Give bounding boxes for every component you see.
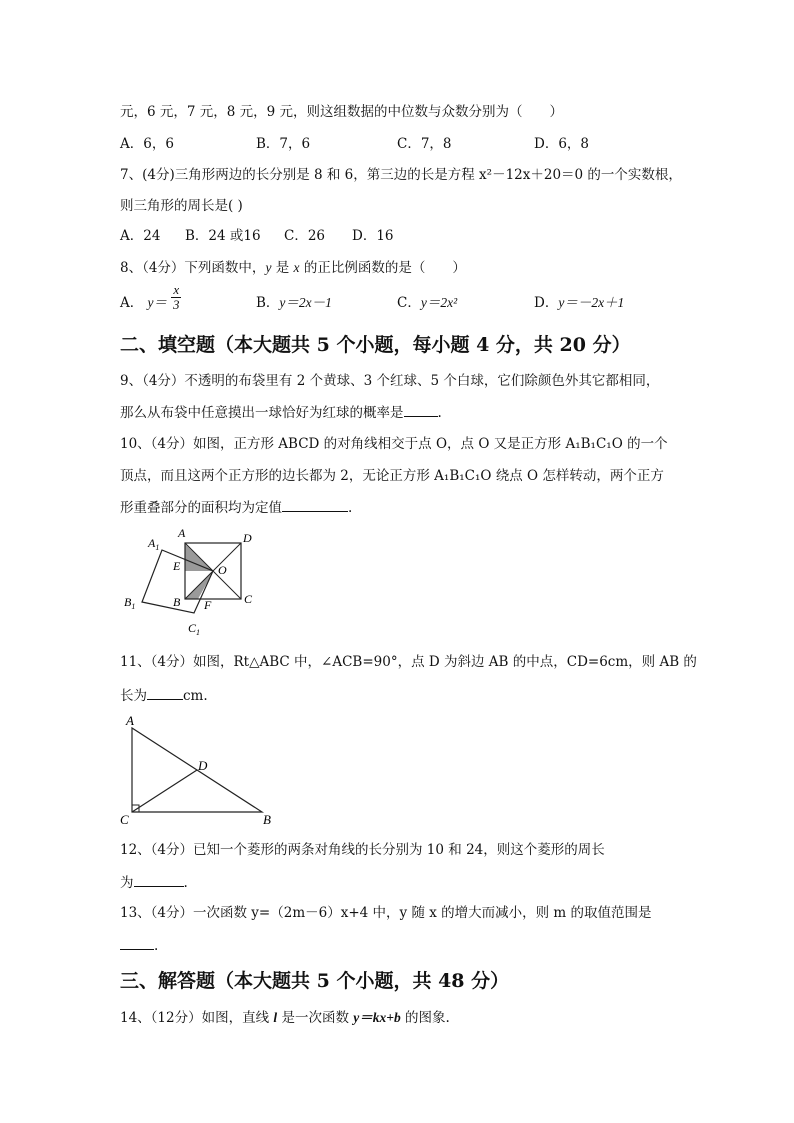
q7-line2: 则三角形的周长是( ): [120, 198, 243, 214]
q6-option-d: D．6，8: [534, 136, 590, 152]
q12-answer-blank[interactable]: [134, 872, 184, 887]
section2-heading: 二、填空题（本大题共 5 个小题，每小题 4 分，共 20 分）: [120, 334, 631, 356]
q8-option-c-expr: y＝2x²: [420, 295, 458, 310]
q8-option-d-label: D．: [534, 295, 559, 311]
q8-option-d-expr: y＝－2x＋1: [558, 295, 625, 310]
q7-option-c: C．26: [284, 228, 326, 244]
q9-line2-text: 那么从布袋中任意摸出一球恰好为红球的概率是: [120, 405, 404, 421]
q10-answer-blank[interactable]: [282, 497, 348, 512]
section3-heading: 三、解答题（本大题共 5 个小题，共 48 分）: [120, 970, 510, 992]
q11-segment-cd: [132, 770, 197, 812]
q14-suffix: 的图象.: [400, 1010, 450, 1026]
q10-label-f: F: [204, 598, 212, 612]
q12-line2-text: 为: [120, 875, 134, 891]
q10-figure: [118, 524, 268, 642]
q11-line2-end: cm.: [183, 688, 208, 704]
q10-label-a1: $A_1$: [148, 536, 160, 552]
q11-line2-text: 长为: [120, 688, 147, 704]
q11-figure: [116, 712, 286, 830]
q9-line2: [120, 402, 442, 423]
q13-line2: [120, 935, 158, 956]
q6-option-a: A．6，6: [120, 136, 174, 152]
q8-option-c: [397, 293, 457, 313]
q8-option-a-numerator: x: [173, 282, 180, 297]
q14-line: [120, 1008, 450, 1028]
q8-option-d: [534, 293, 624, 313]
q10-label-o: O: [218, 563, 227, 577]
q9-line2-end: .: [437, 405, 442, 421]
q14-prefix: 14、（12分）如图，直线: [120, 1010, 274, 1026]
q10-line3: [120, 497, 352, 518]
q10-label-c: C: [244, 592, 253, 606]
q14-expr: y＝kx+b: [353, 1010, 401, 1025]
q8-option-a-fraction: [171, 283, 181, 312]
q11-label-b: B: [263, 812, 271, 827]
q10-label-e: E: [173, 559, 181, 573]
q10-line1: 10、（4分）如图，正方形 ABCD 的对角线相交于点 O，点 O 又是正方形 A₁B₁C₁O 的一个: [120, 436, 668, 452]
q6-option-c: C．7，8: [397, 136, 452, 152]
q8-option-a-lhs: y＝: [147, 295, 168, 310]
q10-label-c1: $C_1$: [188, 621, 201, 637]
q8-stem: [120, 258, 466, 278]
q10-line2: 顶点，而且这两个正方形的边长都为 2，无论正方形 A₁B₁C₁O 绕点 O 怎样转动，两个正方: [120, 468, 664, 484]
q10-label-a: A: [178, 526, 186, 540]
q8-option-a-label: A．: [120, 295, 144, 311]
q10-label-d: D: [243, 531, 252, 545]
q8-option-c-label: C．: [397, 295, 421, 311]
q7-option-a: A．24: [120, 228, 161, 244]
q8-option-a-denominator: 3: [172, 297, 180, 312]
q13-line1: 13、（4分）一次函数 y=（2m－6）x+4 中，y 随 x 的增大而减小，则 m 的取值范围是: [120, 905, 652, 921]
q13-line2-end: .: [154, 938, 159, 954]
q10-label-b1: $B_1$: [124, 595, 136, 611]
q12-line1: 12、（4分）已知一个菱形的两条对角线的长分别为 10 和 24，则这个菱形的周长: [120, 842, 605, 858]
q7-option-d: D．16: [352, 228, 394, 244]
q8-var-y: y: [265, 260, 272, 275]
q8-suffix: 的正比例函数的是（ ）: [299, 260, 466, 276]
q8-var-x: x: [293, 260, 300, 275]
q11-line2: [120, 685, 208, 706]
q10-line3-text: 形重叠部分的面积均为定值: [120, 500, 282, 516]
q11-answer-blank[interactable]: [147, 685, 183, 700]
q14-var-l: l: [273, 1010, 278, 1025]
q8-option-a: [120, 282, 181, 313]
q13-answer-blank[interactable]: [120, 935, 154, 950]
q12-line2-end: .: [183, 875, 188, 891]
q6-option-b: B．7，6: [256, 136, 311, 152]
q10-line3-end: .: [348, 500, 353, 516]
q8-option-b-expr: y＝2x－1: [279, 295, 332, 310]
q9-answer-blank[interactable]: [404, 402, 438, 417]
q8-mid: 是: [271, 260, 294, 276]
q7-option-b: B．24 或16: [185, 228, 261, 244]
q11-label-d: D: [198, 758, 208, 773]
q8-prefix: 8、（4分）下列函数中，: [120, 260, 266, 276]
q6-text: 元，6 元，7 元，8 元，9 元，则这组数据的中位数与众数分别为（ ）: [120, 104, 564, 120]
q9-line1: 9、（4分）不透明的布袋里有 2 个黄球、3 个红球、5 个白球，它们除颜色外其它都相同，: [120, 373, 660, 389]
q7-line1: 7、(4分)三角形两边的长分别是 8 和 6，第三边的长是方程 x²－12x＋20＝0 的一个实数根，: [120, 167, 682, 183]
q11-label-c: C: [120, 812, 129, 827]
q11-label-a: A: [126, 713, 134, 728]
q10-label-b: B: [173, 595, 181, 609]
q8-option-b: [256, 293, 332, 313]
q14-mid: 是一次函数: [277, 1010, 354, 1026]
q11-line1: 11、（4分）如图，Rt△ABC 中，∠ACB=90°，点 D 为斜边 AB 的中点，CD=6cm，则 AB 的: [120, 654, 697, 670]
q8-option-b-label: B．: [256, 295, 280, 311]
q12-line2: [120, 872, 188, 893]
